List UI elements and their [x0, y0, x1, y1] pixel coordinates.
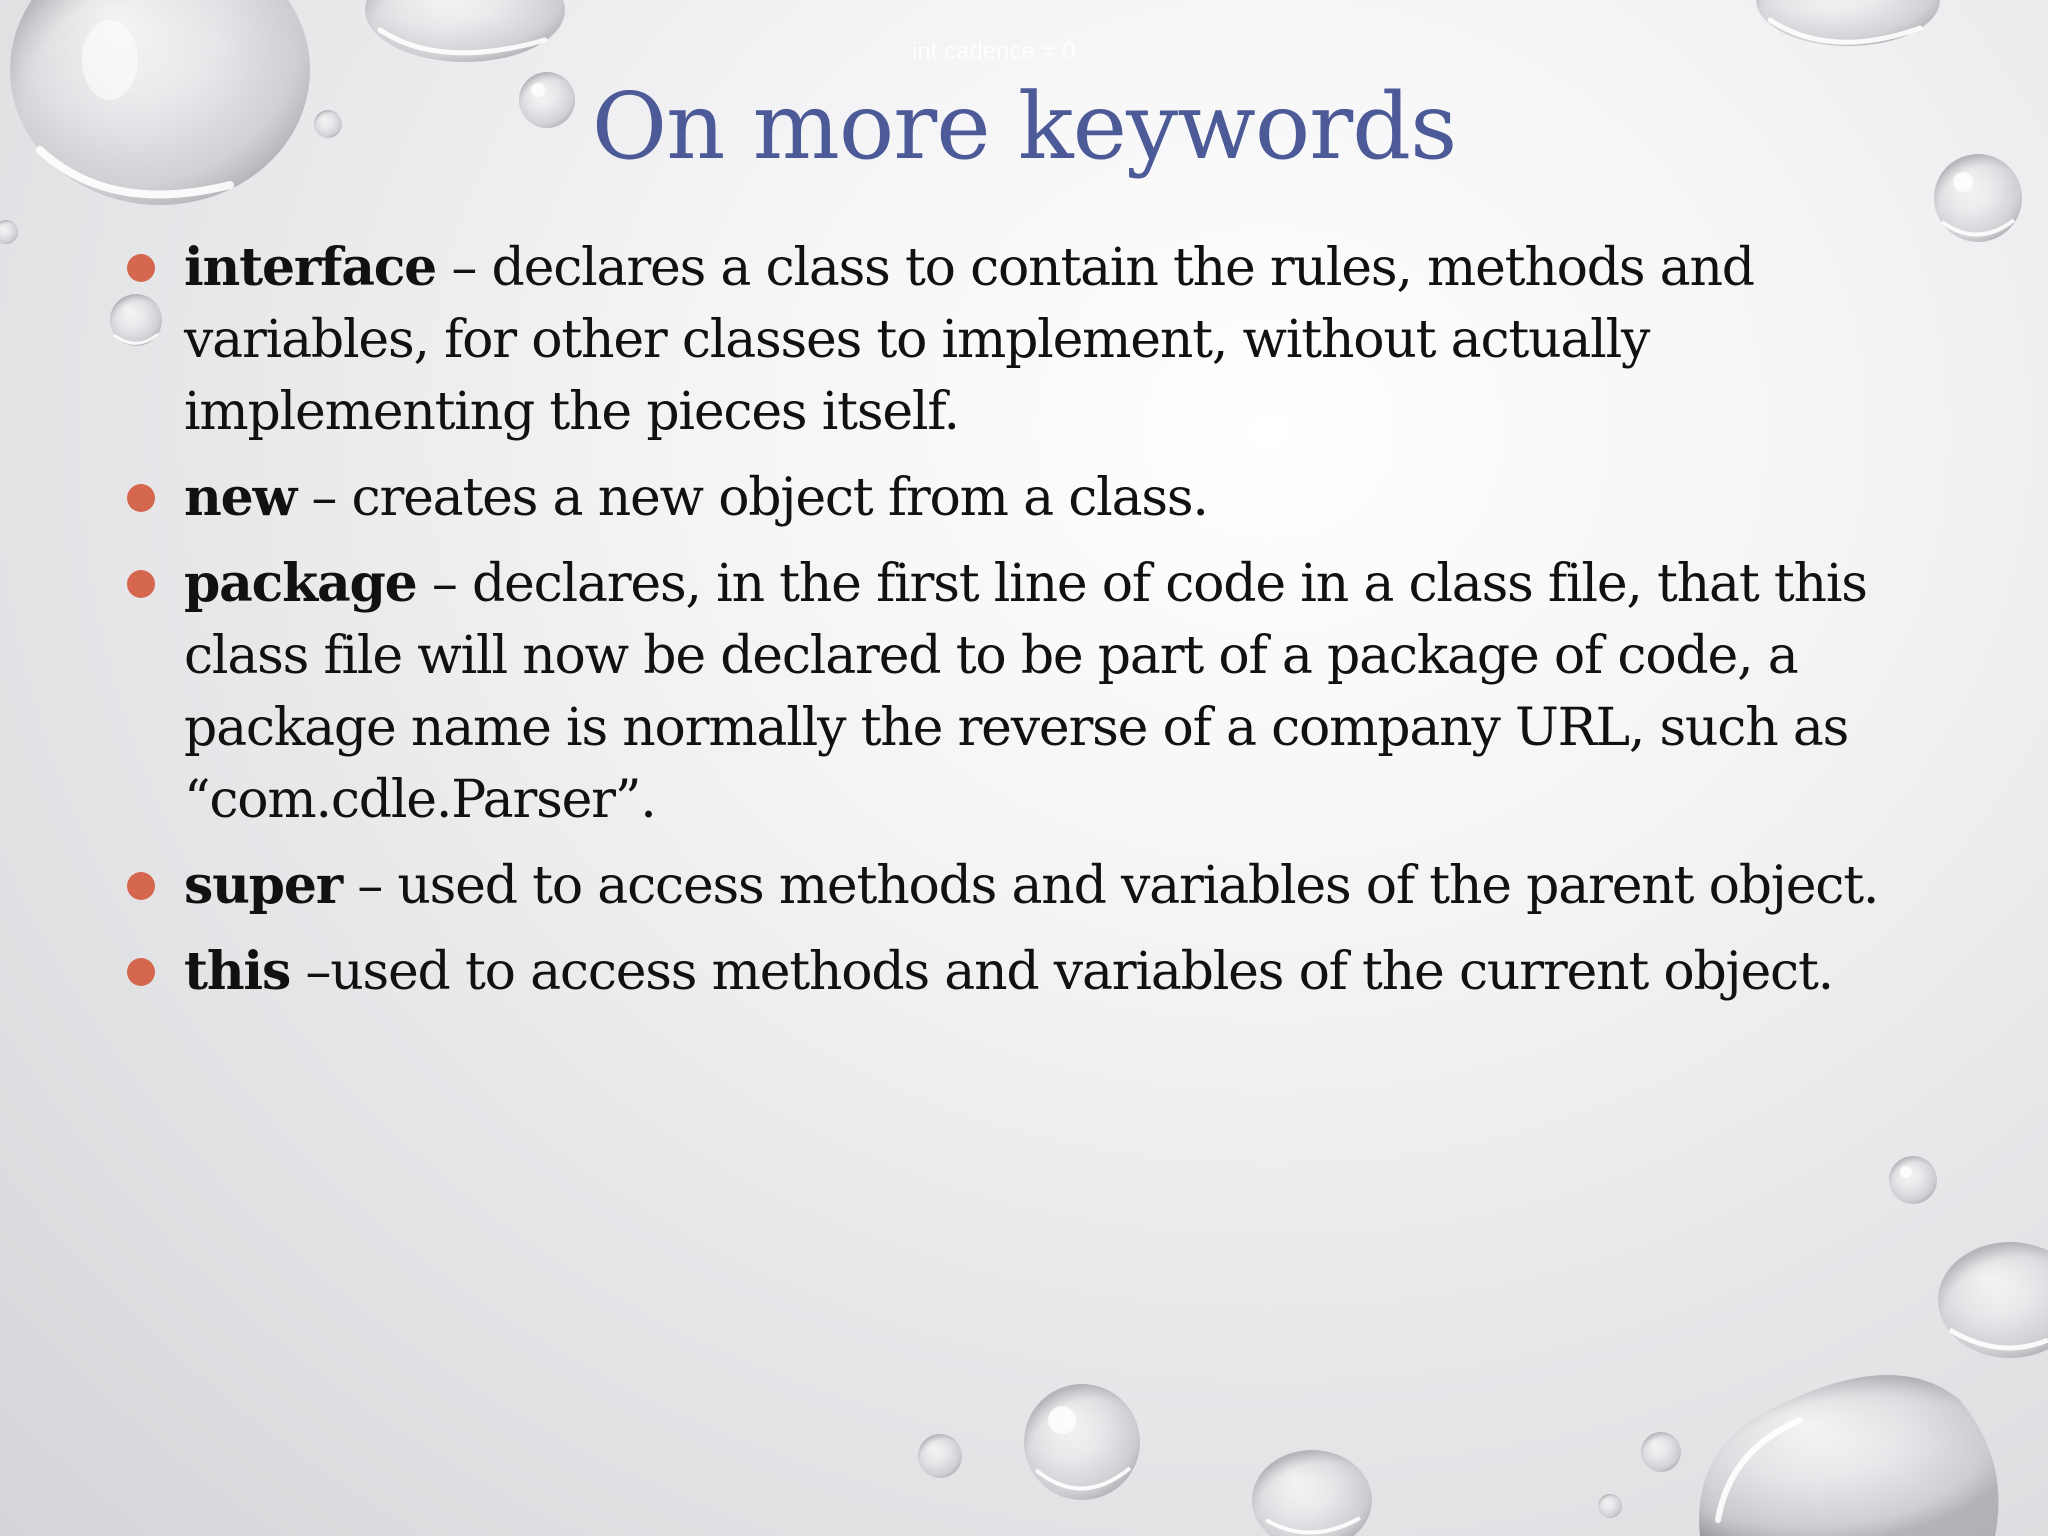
bullet-dot-icon	[127, 958, 155, 986]
bullet-description: –used to access methods and variables of the current object.	[290, 942, 1834, 1002]
bullet-item-package	[120, 548, 1910, 836]
keyword: super	[184, 855, 342, 916]
bullet-description: – creates a new object from a class.	[296, 468, 1208, 528]
bullet-dot-icon	[127, 570, 155, 598]
drop-bottom-center-right-icon	[1252, 1450, 1372, 1536]
bullet-list	[120, 232, 1910, 1022]
keyword: interface	[184, 237, 437, 298]
drop-bottom-right-dot-icon	[1598, 1494, 1622, 1518]
drop-bottom-right-large-icon	[1699, 1375, 1998, 1536]
bullet-item-interface	[120, 232, 1910, 448]
bullet-item-super	[120, 850, 1910, 922]
drop-tiny-edge-icon	[0, 220, 18, 244]
faint-caption: int cadence = 0	[912, 38, 1076, 65]
drop-bottom-center-icon	[1024, 1384, 1140, 1500]
drop-top-left-medium-icon	[365, 0, 565, 62]
bullet-item-new	[120, 462, 1910, 534]
keyword: package	[184, 553, 417, 614]
bullet-item-this	[120, 936, 1910, 1008]
bullet-description: – used to access methods and variables of the parent object.	[341, 856, 1879, 916]
bullet-description: – declares, in the first line of code in a class file, that this class file will now be declared to be part of a package of code, a package name is normally the reverse of a company URL, such as “com.cdle.Parser”.	[184, 554, 1867, 830]
bullet-dot-icon	[127, 872, 155, 900]
bullet-description: – declares a class to contain the rules, methods and variables, for other classes to implement, without actually implementing the pieces itself.	[184, 238, 1754, 442]
drop-top-right-icon	[1756, 0, 1940, 46]
slide-title: On more keywords	[591, 73, 1457, 180]
drop-bottom-center-small-icon	[918, 1434, 962, 1478]
bullet-dot-icon	[127, 484, 155, 512]
drop-bottom-right-tiny-icon	[1641, 1432, 1681, 1472]
keyword: new	[184, 467, 297, 528]
drop-bottom-right-medium-icon	[1938, 1242, 2048, 1358]
keyword: this	[184, 941, 291, 1002]
drop-bottom-right-small-icon	[1889, 1156, 1937, 1204]
bullet-dot-icon	[127, 254, 155, 282]
